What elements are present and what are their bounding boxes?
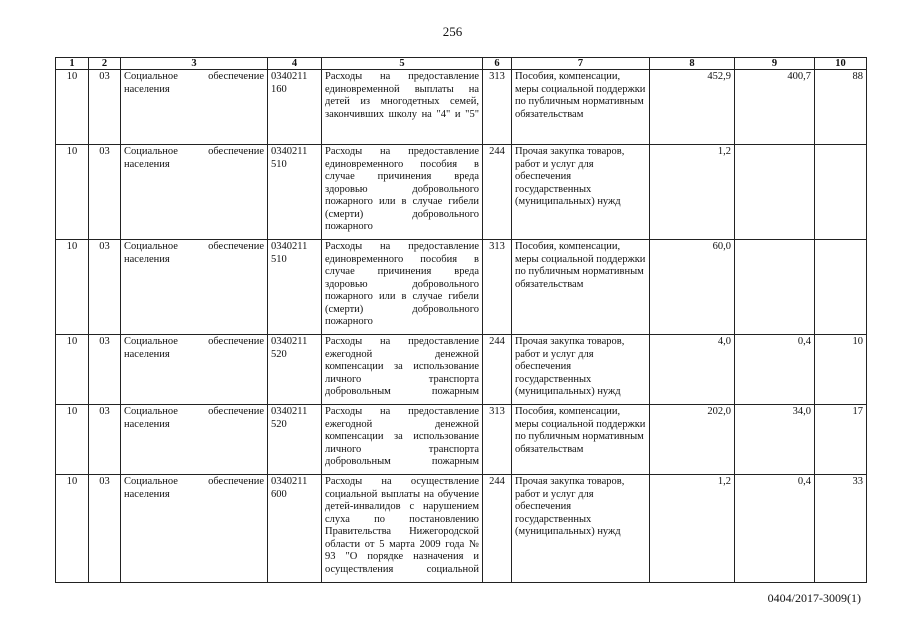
- subsection-code: 03: [89, 405, 121, 475]
- header-cell: 7: [512, 58, 650, 70]
- header-cell: 8: [650, 58, 735, 70]
- table-row: [56, 240, 867, 335]
- section-code: 10: [56, 335, 89, 405]
- table-row: [56, 475, 867, 583]
- subsection-code: 03: [89, 475, 121, 583]
- expense-type-name: Пособия, компенсации, меры социальной поддержки по публичным нормативным обязательствам: [512, 70, 650, 145]
- amount-actual: 400,7: [735, 70, 815, 145]
- expense-type: 313: [483, 70, 512, 145]
- subsection-code: 03: [89, 70, 121, 145]
- percent-execution: 17: [815, 405, 867, 475]
- target-article: 0340211 600: [268, 475, 322, 583]
- header-cell: 10: [815, 58, 867, 70]
- subsection-code: 03: [89, 335, 121, 405]
- expense-type-name: Пособия, компенсации, меры социальной поддержки по публичным нормативным обязательствам: [512, 405, 650, 475]
- percent-execution: 88: [815, 70, 867, 145]
- expense-type-name: Прочая закупка товаров, работ и услуг для обеспечения государственных (муниципальных) нужд: [512, 145, 650, 240]
- subsection-code: 03: [89, 145, 121, 240]
- section-code: 10: [56, 70, 89, 145]
- header-cell: 1: [56, 58, 89, 70]
- expense-description: [322, 475, 483, 583]
- expense-description: Расходы на предоставление единовременного пособия в случае причинения вреда здоровью добровольного пожарного или в случае гибели (смерти) добровольного пожарного: [322, 145, 483, 240]
- amount-plan: 1,2: [650, 475, 735, 583]
- section-code: 10: [56, 405, 89, 475]
- header-cell: 5: [322, 58, 483, 70]
- expense-type-name: Прочая закупка товаров, работ и услуг для обеспечения государственных (муниципальных) нужд: [512, 335, 650, 405]
- header-cell: 2: [89, 58, 121, 70]
- expense-description: Расходы на предоставление ежегодной денежной компенсации за использование личного транспорта добровольным пожарным: [322, 335, 483, 405]
- amount-plan: 202,0: [650, 405, 735, 475]
- page-number: 256: [442, 24, 463, 39]
- expense-description-text: Расходы на осуществление социальной выплаты на обучение детей-инвалидов с нарушением слуха по постановлению Правительства Нижегородской области от 5 марта 2009 года № 93 "О порядке назначения и осуществления социальной: [325, 476, 479, 575]
- header-cell: 9: [735, 58, 815, 70]
- amount-actual: [735, 145, 815, 240]
- target-article: 0340211 510: [268, 240, 322, 335]
- percent-execution: 33: [815, 475, 867, 583]
- amount-plan: 4,0: [650, 335, 735, 405]
- header-row: [56, 58, 867, 70]
- amount-actual: 0,4: [735, 475, 815, 583]
- target-article: 0340211 160: [268, 70, 322, 145]
- table-row: [56, 405, 867, 475]
- percent-execution: [815, 240, 867, 335]
- section-name: Социальное обеспечение населения: [121, 145, 268, 240]
- section-name: Социальное обеспечение населения: [121, 335, 268, 405]
- expense-type: 244: [483, 145, 512, 240]
- section-code: 10: [56, 475, 89, 583]
- expense-type: 244: [483, 475, 512, 583]
- target-article: 0340211 510: [268, 145, 322, 240]
- amount-actual: 0,4: [735, 335, 815, 405]
- target-article: 0340211 520: [268, 335, 322, 405]
- percent-execution: [815, 145, 867, 240]
- section-code: 10: [56, 145, 89, 240]
- expense-type: 313: [483, 405, 512, 475]
- budget-table: [55, 57, 867, 583]
- header-cell: 6: [483, 58, 512, 70]
- section-code: 10: [56, 240, 89, 335]
- section-name: Социальное обеспечение населения: [121, 240, 268, 335]
- expense-description: Расходы на предоставление единовременной выплаты на детей из многодетных семей, закончивших школу на "4" и "5": [322, 70, 483, 145]
- amount-plan: 1,2: [650, 145, 735, 240]
- section-name: Социальное обеспечение населения: [121, 405, 268, 475]
- header-cell: 4: [268, 58, 322, 70]
- section-name: Социальное обеспечение населения: [121, 475, 268, 583]
- expense-type: 313: [483, 240, 512, 335]
- amount-plan: 60,0: [650, 240, 735, 335]
- table-row: [56, 145, 867, 240]
- percent-execution: 10: [815, 335, 867, 405]
- document-code: 0404/2017-3009(1): [767, 591, 861, 605]
- expense-description: Расходы на предоставление единовременного пособия в случае причинения вреда здоровью добровольного пожарного или в случае гибели (смерти) добровольного пожарного: [322, 240, 483, 335]
- amount-plan: 452,9: [650, 70, 735, 145]
- target-article: 0340211 520: [268, 405, 322, 475]
- expense-description: Расходы на предоставление ежегодной денежной компенсации за использование личного транспорта добровольным пожарным: [322, 405, 483, 475]
- expense-type-name: Прочая закупка товаров, работ и услуг для обеспечения государственных (муниципальных) нужд: [512, 475, 650, 583]
- expense-type: 244: [483, 335, 512, 405]
- amount-actual: 34,0: [735, 405, 815, 475]
- section-name: Социальное обеспечение населения: [121, 70, 268, 145]
- table-row: [56, 70, 867, 145]
- subsection-code: 03: [89, 240, 121, 335]
- table-row: [56, 335, 867, 405]
- header-cell: 3: [121, 58, 268, 70]
- expense-type-name: Пособия, компенсации, меры социальной поддержки по публичным нормативным обязательствам: [512, 240, 650, 335]
- amount-actual: [735, 240, 815, 335]
